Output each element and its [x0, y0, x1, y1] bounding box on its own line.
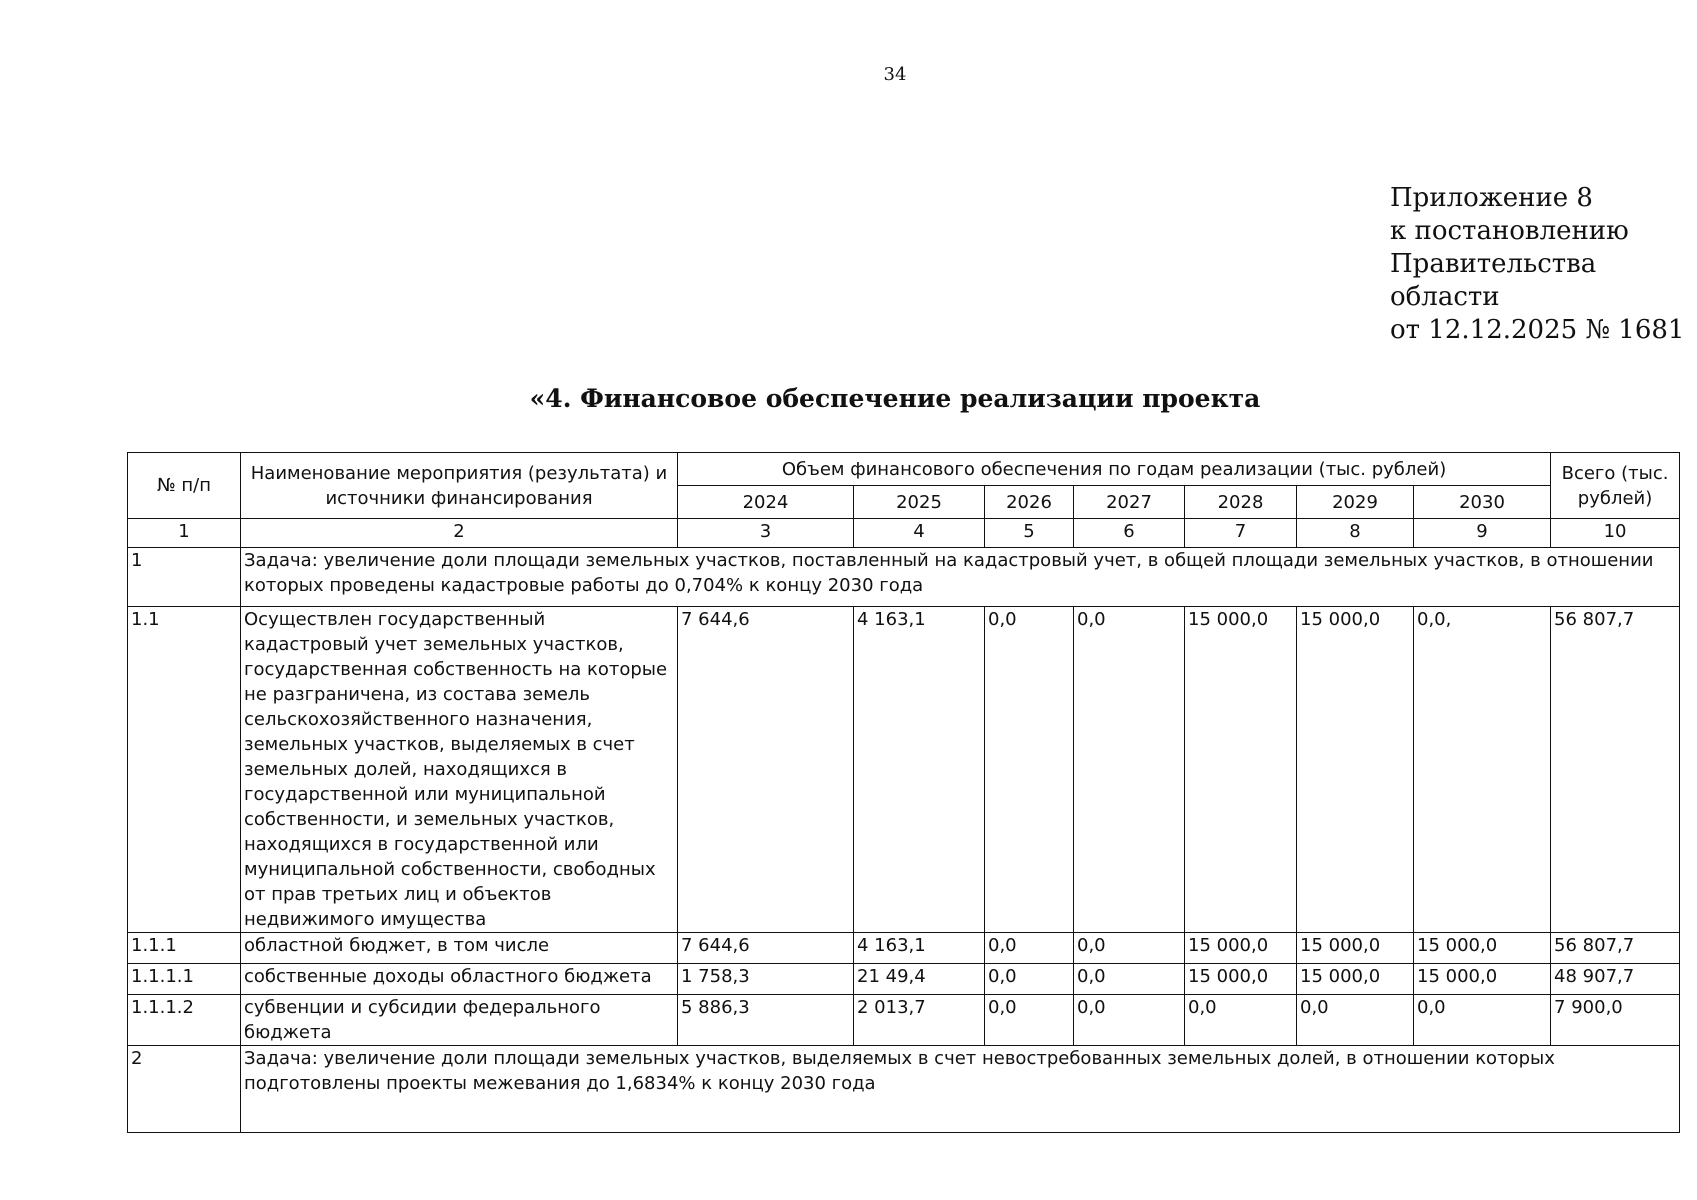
- value-cell: 5 886,3: [678, 995, 854, 1046]
- column-number: 7: [1185, 519, 1297, 548]
- column-number: 9: [1414, 519, 1551, 548]
- task-text: Задача: увеличение доли площади земельных участков, поставленный на кадастровый учет, в общей площади земельных участков, в отношении которых проведены кадастровые работы до 0,704% к концу 2030 года: [241, 548, 1680, 607]
- row-id: 1.1.1.1: [128, 964, 241, 995]
- value-cell: 15 000,0: [1297, 933, 1414, 964]
- value-cell: 0,0,: [1414, 607, 1551, 933]
- column-number: 3: [678, 519, 854, 548]
- column-number: 2: [241, 519, 678, 548]
- page-number: 34: [883, 64, 907, 85]
- header-year: 2027: [1074, 486, 1185, 519]
- value-cell: 0,0: [1074, 607, 1185, 933]
- header-row: [128, 453, 1680, 486]
- header-year: 2026: [985, 486, 1074, 519]
- value-cell: 4 163,1: [854, 933, 985, 964]
- table-row: [128, 995, 1680, 1046]
- row-name: Осуществлен государственный кадастровый учет земельных участков, государственная собственность на которые не разграничена, из состава земель сельскохозяйственного назначения, земельных участков, выделяемых в счет земельных долей, находящихся в государственной или муниципальной собственности, и земельных участков, находящихся в государственной или муниципальной собственности, свободных от прав третьих лиц и объектов недвижимого имущества: [241, 607, 678, 933]
- header-year: 2025: [854, 486, 985, 519]
- appendix-line-1: Приложение 8: [1390, 183, 1593, 213]
- value-cell: 15 000,0: [1297, 607, 1414, 933]
- column-number: 5: [985, 519, 1074, 548]
- value-cell: 0,0: [1414, 995, 1551, 1046]
- value-cell: 0,0: [985, 607, 1074, 933]
- value-cell: 2 013,7: [854, 995, 985, 1046]
- value-cell: 0,0: [985, 964, 1074, 995]
- row-name: областной бюджет, в том числе: [241, 933, 678, 964]
- value-cell: 0,0: [1297, 995, 1414, 1046]
- value-cell: 15 000,0: [1297, 964, 1414, 995]
- value-cell: 0,0: [1074, 933, 1185, 964]
- header-name: Наименование мероприятия (результата) и источники финансирования: [241, 453, 678, 519]
- column-number: 4: [854, 519, 985, 548]
- value-cell: 0,0: [1074, 995, 1185, 1046]
- table-row: [128, 933, 1680, 964]
- value-cell: 15 000,0: [1185, 607, 1297, 933]
- header-year: 2024: [678, 486, 854, 519]
- column-numbers-row: [128, 519, 1680, 548]
- column-number: 1: [128, 519, 241, 548]
- table-row: [128, 548, 1680, 607]
- appendix-line-3: Правительства области: [1390, 249, 1597, 312]
- column-number: 10: [1551, 519, 1680, 548]
- value-cell: 56 807,7: [1551, 933, 1680, 964]
- row-name: собственные доходы областного бюджета: [241, 964, 678, 995]
- header-volume: Объем финансового обеспечения по годам реализации (тыс. рублей): [678, 453, 1551, 486]
- value-cell: 15 000,0: [1414, 964, 1551, 995]
- value-cell: 7 900,0: [1551, 995, 1680, 1046]
- value-cell: 0,0: [1185, 995, 1297, 1046]
- row-id: 1.1: [128, 607, 241, 933]
- header-total: Всего (тыс. рублей): [1551, 453, 1680, 519]
- header-year: 2030: [1414, 486, 1551, 519]
- header-year: 2029: [1297, 486, 1414, 519]
- value-cell: 0,0: [985, 995, 1074, 1046]
- value-cell: 21 49,4: [854, 964, 985, 995]
- row-id: 1: [128, 548, 241, 607]
- appendix-line-4: от 12.12.2025 № 1681: [1390, 315, 1685, 345]
- financing-table: [127, 452, 1680, 1133]
- row-name: субвенции и субсидии федерального бюджета: [241, 995, 678, 1046]
- value-cell: 15 000,0: [1185, 964, 1297, 995]
- section-title: «4. Финансовое обеспечение реализации проекта: [529, 384, 1261, 413]
- value-cell: 0,0: [1074, 964, 1185, 995]
- table-row: [128, 1046, 1680, 1133]
- value-cell: 48 907,7: [1551, 964, 1680, 995]
- value-cell: 1 758,3: [678, 964, 854, 995]
- task-text: Задача: увеличение доли площади земельных участков, выделяемых в счет невостребованных земельных долей, в отношении которых подготовлены проекты межевания до 1,6834% к концу 2030 года: [241, 1046, 1680, 1133]
- value-cell: 4 163,1: [854, 607, 985, 933]
- column-number: 8: [1297, 519, 1414, 548]
- table-row: [128, 607, 1680, 933]
- value-cell: 7 644,6: [678, 933, 854, 964]
- value-cell: 7 644,6: [678, 607, 854, 933]
- row-id: 2: [128, 1046, 241, 1133]
- row-id: 1.1.1: [128, 933, 241, 964]
- column-number: 6: [1074, 519, 1185, 548]
- table-row: [128, 964, 1680, 995]
- value-cell: 0,0: [985, 933, 1074, 964]
- value-cell: 15 000,0: [1185, 933, 1297, 964]
- appendix-block: [1390, 182, 1697, 347]
- row-id: 1.1.1.2: [128, 995, 241, 1046]
- appendix-line-2: к постановлению: [1390, 216, 1629, 246]
- value-cell: 15 000,0: [1414, 933, 1551, 964]
- value-cell: 56 807,7: [1551, 607, 1680, 933]
- header-year: 2028: [1185, 486, 1297, 519]
- header-num: № п/п: [128, 453, 241, 519]
